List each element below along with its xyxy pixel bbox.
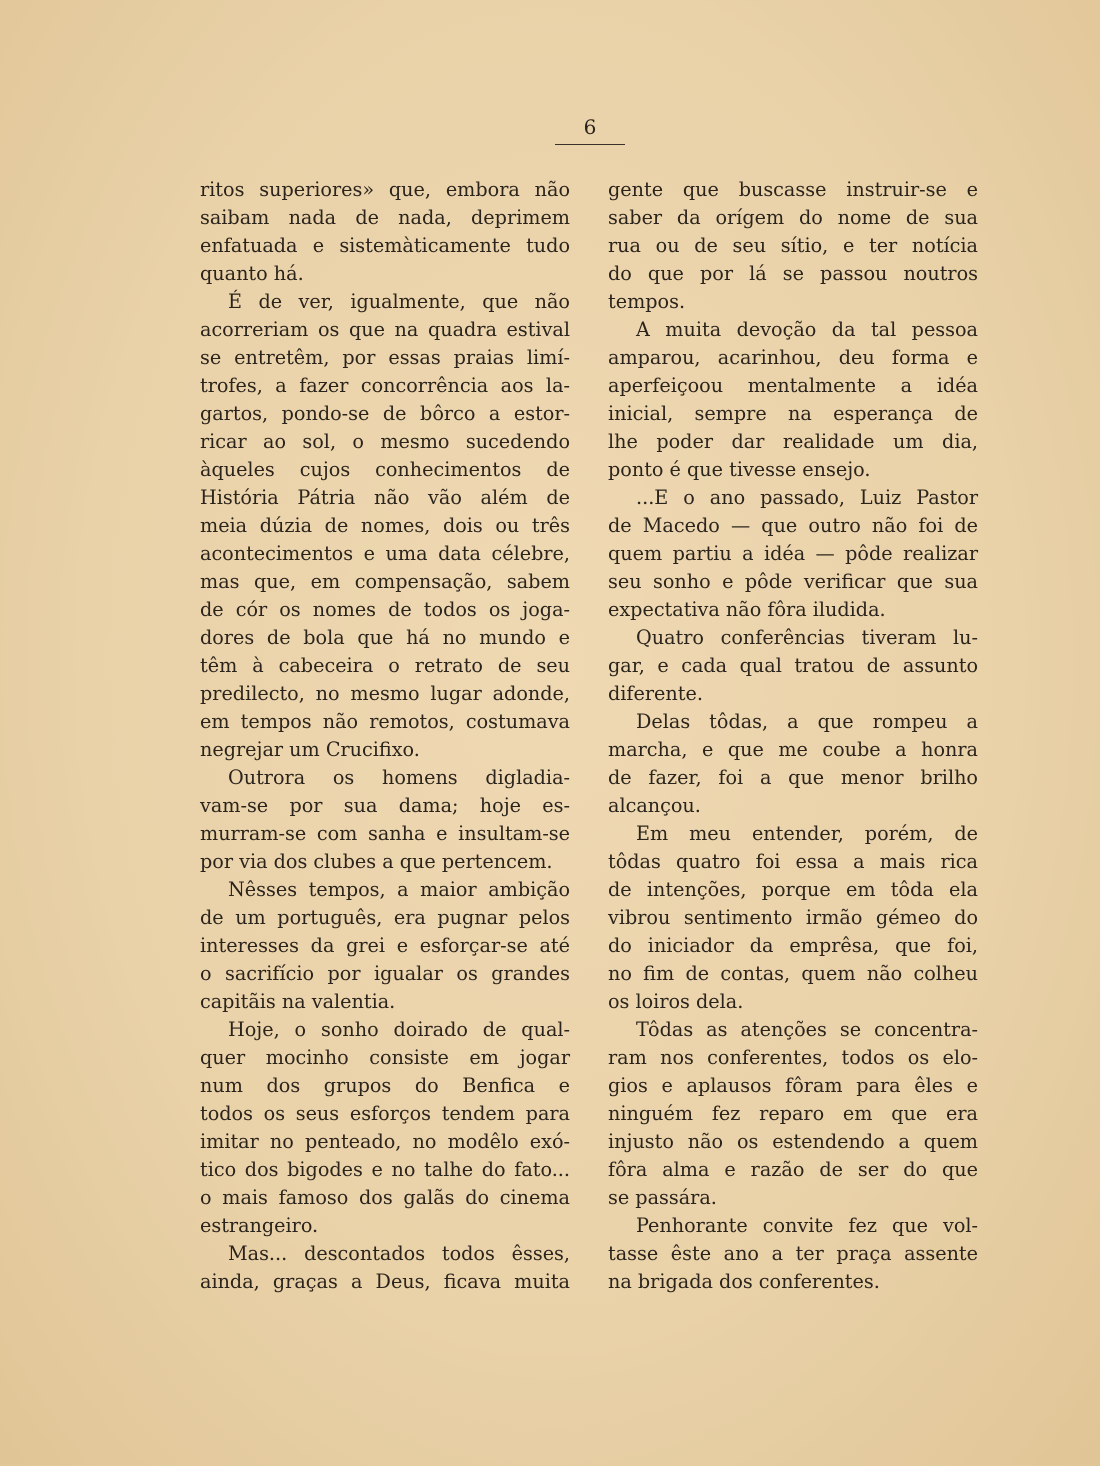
text-line: Em meu entender, porém, de: [636, 822, 978, 845]
text-line: Delas tôdas, a que rompeu a: [636, 710, 978, 733]
text-line: amparou, acarinhou, deu forma e: [608, 346, 978, 369]
text-line: na brigada dos conferentes.: [608, 1270, 880, 1293]
text-line: murram-se com sanha e insultam-se: [200, 822, 570, 845]
text-line: gios e aplausos fôram para êles e: [608, 1074, 978, 1097]
text-line: interesses da grei e esforçar-se até: [200, 934, 570, 957]
text-line: tôdas quatro foi essa a mais rica: [608, 850, 978, 873]
right-column: [608, 176, 978, 1296]
text-line: acorreriam os que na quadra estival: [200, 318, 570, 341]
text-line: Mas... descontados todos êsses,: [228, 1242, 570, 1265]
text-line: acontecimentos e uma data célebre,: [200, 542, 570, 565]
text-line: ritos superiores» que, embora não: [200, 178, 570, 201]
text-line: ainda, graças a Deus, ficava muita: [200, 1270, 570, 1293]
text-line: ram nos conferentes, todos os elo-: [608, 1046, 978, 1069]
text-line: Tôdas as atenções se concentra-: [636, 1018, 978, 1041]
text-line: A muita devoção da tal pessoa: [636, 318, 978, 341]
text-line: se entretêm, por essas praias limí-: [200, 346, 570, 369]
text-line: o sacrifício por igualar os grandes: [200, 962, 570, 985]
text-line: É de ver, igualmente, que não: [228, 290, 570, 313]
text-line: saibam nada de nada, deprimem: [200, 206, 570, 229]
text-line: trofes, a fazer concorrência aos la-: [200, 374, 570, 397]
text-line: de intenções, porque em tôda ela: [608, 878, 978, 901]
text-line: dores de bola que há no mundo e: [200, 626, 570, 649]
text-line: negrejar um Crucifixo.: [200, 738, 420, 761]
text-line: rua ou de seu sítio, e ter notícia: [608, 234, 978, 257]
text-line: ricar ao sol, o mesmo sucedendo: [200, 430, 570, 453]
text-line: diferente.: [608, 682, 703, 705]
left-column: [200, 176, 570, 1296]
text-line: tasse êste ano a ter praça assente: [608, 1242, 978, 1265]
text-line: de cór os nomes de todos os joga-: [200, 598, 570, 621]
text-line: meia dúzia de nomes, dois ou três: [200, 514, 570, 537]
text-line: expectativa não fôra iludida.: [608, 598, 886, 621]
text-line: seu sonho e pôde verificar que sua: [608, 570, 978, 593]
text-line: gar, e cada qual tratou de assunto: [608, 654, 978, 677]
text-line: ...E o ano passado, Luiz Pastor: [636, 486, 978, 509]
text-line: ninguém fez reparo em que era: [608, 1102, 978, 1125]
text-line: predilecto, no mesmo lugar adonde,: [200, 682, 570, 705]
text-line: Quatro conferências tiveram lu-: [636, 626, 978, 649]
text-line: se passára.: [608, 1186, 717, 1209]
text-line: vam-se por sua dama; hoje es-: [200, 794, 570, 817]
text-line: gartos, pondo-se de bôrco a estor-: [200, 402, 570, 425]
text-line: por via dos clubes a que pertencem.: [200, 850, 553, 873]
text-line: Hoje, o sonho doirado de qual-: [228, 1018, 570, 1041]
page-header: [555, 114, 625, 145]
text-line: inicial, sempre na esperança de: [608, 402, 978, 425]
text-line: imitar no penteado, no modêlo exó-: [200, 1130, 570, 1153]
text-line: capitãis na valentia.: [200, 990, 396, 1013]
text-line: marcha, e que me coube a honra: [608, 738, 978, 761]
text-line: Outrora os homens digladia-: [228, 766, 570, 789]
text-line: do que por lá se passou noutros: [608, 262, 978, 285]
text-line: tempos.: [608, 290, 686, 313]
text-line: no fim de contas, quem não colheu: [608, 962, 978, 985]
text-line: tico dos bigodes e no talhe do fato...: [200, 1158, 570, 1181]
text-line: alcançou.: [608, 794, 701, 817]
text-line: em tempos não remotos, costumava: [200, 710, 570, 733]
text-line: ponto é que tivesse ensejo.: [608, 458, 871, 481]
text-line: enfatuada e sistemàticamente tudo: [200, 234, 570, 257]
text-line: quem partiu a idéa — pôde realizar: [608, 542, 978, 565]
header-rule: [555, 144, 625, 145]
text-line: mas que, em compensação, sabem: [200, 570, 570, 593]
text-line: vibrou sentimento irmão gémeo do: [608, 906, 978, 929]
text-line: têm à cabeceira o retrato de seu: [200, 654, 570, 677]
text-line: do iniciador da emprêsa, que foi,: [608, 934, 978, 957]
text-line: injusto não os estendendo a quem: [608, 1130, 978, 1153]
text-line: fôra alma e razão de ser do que: [608, 1158, 978, 1181]
text-line: quanto há.: [200, 262, 304, 285]
text-line: Penhorante convite fez que vol-: [636, 1214, 978, 1237]
text-line: História Pátria não vão além de: [200, 486, 570, 509]
text-line: todos os seus esforços tendem para: [200, 1102, 570, 1125]
text-line: de fazer, foi a que menor brilho: [608, 766, 978, 789]
text-line: gente que buscasse instruir-se e: [608, 178, 978, 201]
text-line: de Macedo — que outro não foi de: [608, 514, 978, 537]
page-number: 6: [583, 115, 597, 139]
text-line: o mais famoso dos galãs do cinema: [200, 1186, 570, 1209]
text-line: os loiros dela.: [608, 990, 744, 1013]
text-line: saber da orígem do nome de sua: [608, 206, 978, 229]
text-line: Nêsses tempos, a maior ambição: [228, 878, 570, 901]
text-line: àqueles cujos conhecimentos de: [200, 458, 570, 481]
text-line: num dos grupos do Benfica e: [200, 1074, 570, 1097]
text-line: estrangeiro.: [200, 1214, 319, 1237]
text-line: quer mocinho consiste em jogar: [200, 1046, 570, 1069]
text-line: lhe poder dar realidade um dia,: [608, 430, 978, 453]
text-line: aperfeiçoou mentalmente a idéa: [608, 374, 978, 397]
text-line: de um português, era pugnar pelos: [200, 906, 570, 929]
